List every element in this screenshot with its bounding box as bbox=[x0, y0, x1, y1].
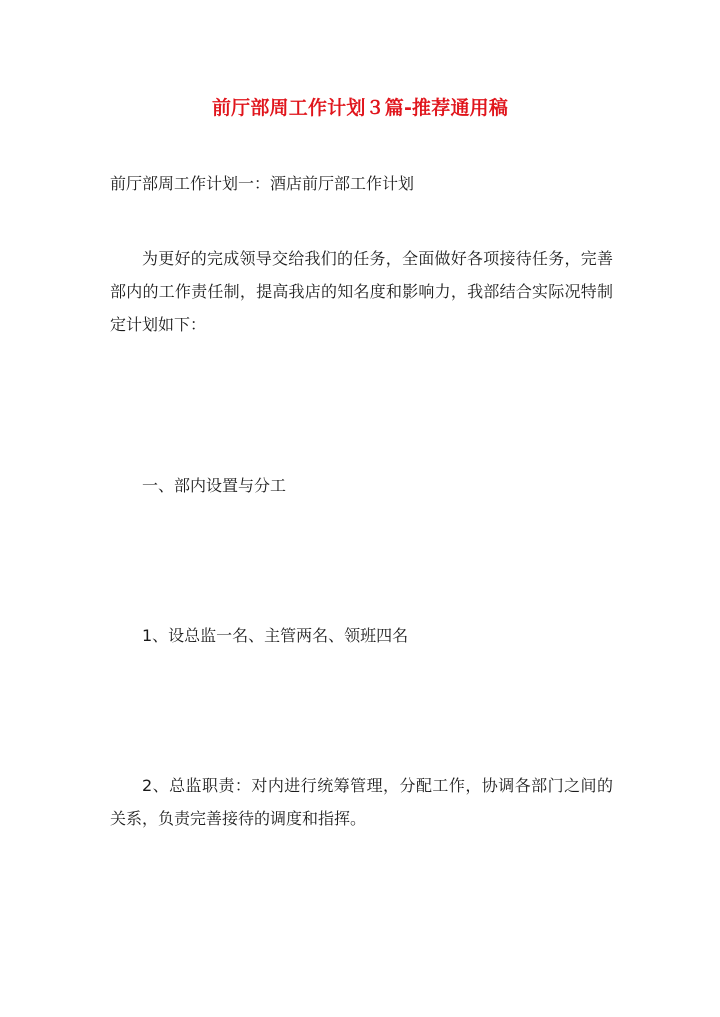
section-heading: 一、部内设置与分工 bbox=[142, 476, 287, 495]
list-item-2: 2、总监职责：对内进行统筹管理，分配工作，协调各部门之间的关系，负责完善接待的调度和指挥。 bbox=[110, 776, 613, 828]
list-item-1: 1、设总监一名、主管两名、领班四名 bbox=[142, 626, 409, 645]
intro-paragraph: 为更好的完成领导交给我们的任务，全面做好各项接待任务，完善部内的工作责任制，提高我店的知名度和影响力，我部结合实际况特制定计划如下： bbox=[110, 249, 613, 334]
document-title: 前厅部周工作计划３篇-推荐通用稿 bbox=[211, 97, 509, 119]
document-subtitle: 前厅部周工作计划一：酒店前厅部工作计划 bbox=[110, 174, 415, 193]
